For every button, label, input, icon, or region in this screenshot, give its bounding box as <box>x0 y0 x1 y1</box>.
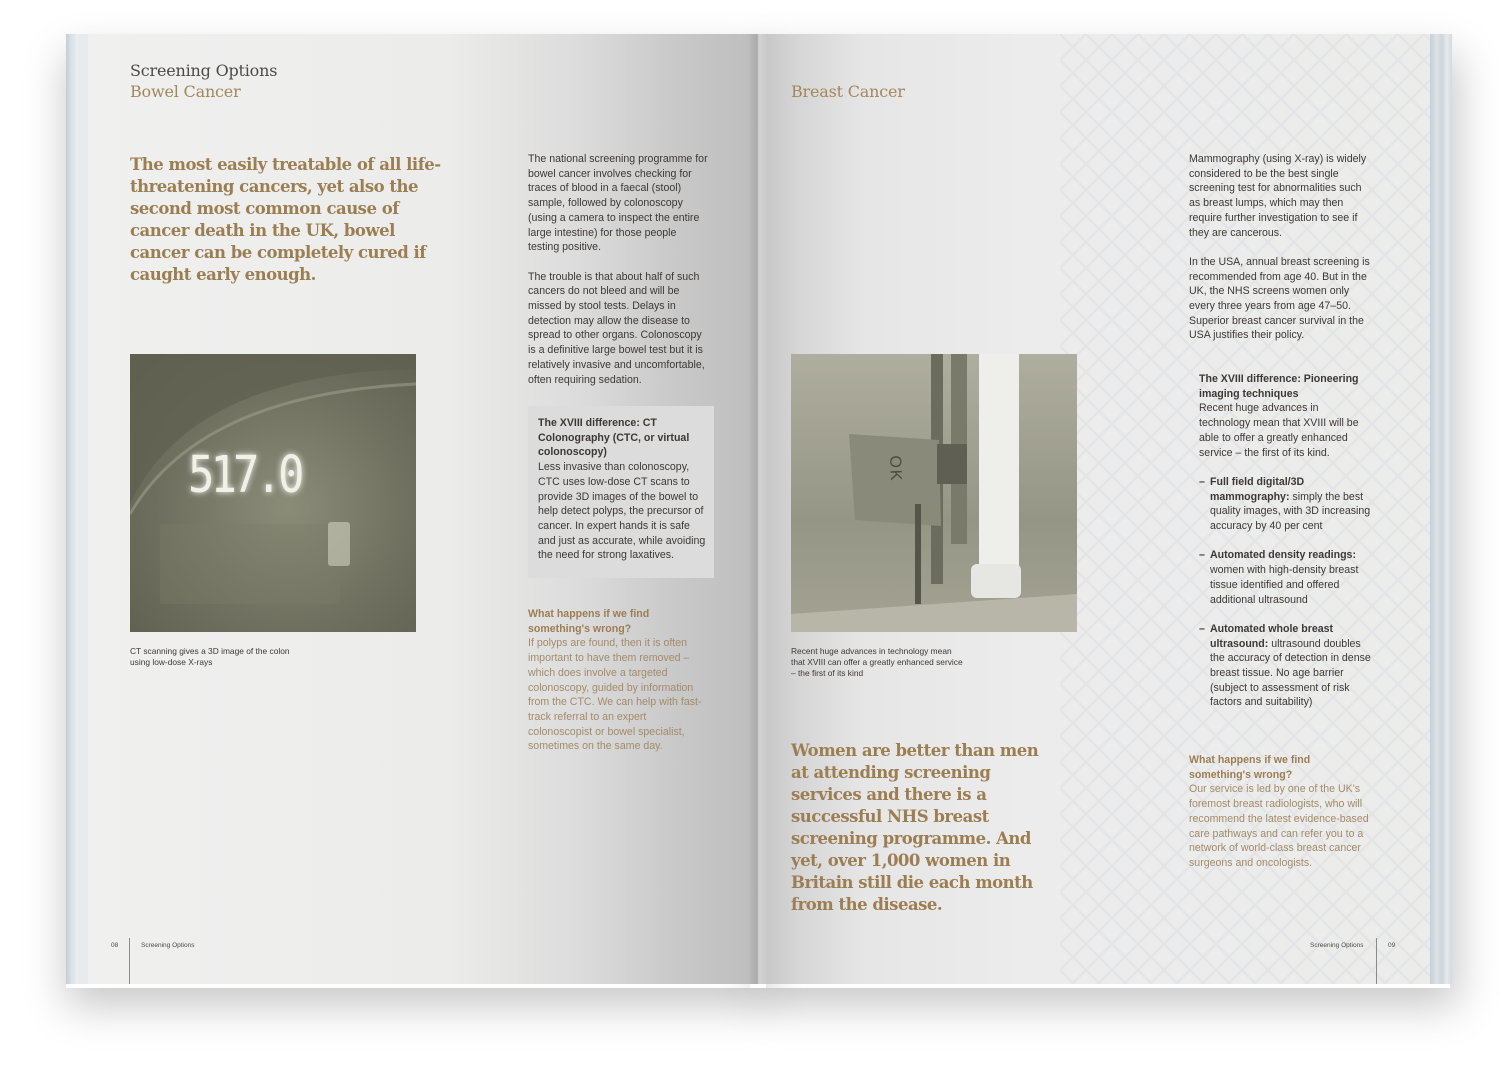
right-body-text <box>1189 152 1375 358</box>
right-difference-section <box>1199 372 1371 710</box>
wrong-heading: What happens if we find something's wrong? <box>1189 754 1311 781</box>
machine-label-ok: OK <box>886 455 905 483</box>
footer-rule <box>129 938 130 984</box>
section-subtitle: Bowel Cancer <box>130 82 241 101</box>
wrong-text: Our service is led by one of the UK's foremost breast radiologists, who will recommend the latest evidence-based care pathways and can refer you to a network of world-class breast cancer surgeons and oncologists. <box>1189 783 1369 869</box>
section-title: Screening Options <box>130 61 278 80</box>
difference-item <box>1199 548 1371 607</box>
ct-scanner-photo <box>130 354 416 632</box>
pull-quote: Women are better than men at attending screening services and there is a successful NHS breast screening programme. And yet, over 1,000 women in Britain still die each month from the disease. <box>791 741 1039 914</box>
body-paragraph: The trouble is that about half of such cancers do not bleed and will be missed by stool tests. Delays in detection may allow the disease to spread to other organs. Colonoscopy is a definitive large bowel test but it is relatively invasive and uncomfortable, often requiring sedation. <box>528 270 705 386</box>
box-heading: The XVIII difference: CT Colonography (CTC, or virtual colonoscopy) <box>538 417 690 459</box>
dash-bullet: – <box>1199 549 1205 562</box>
body-paragraph: Mammography (using X-ray) is widely considered to be the best single screening test for abnormalities such as breast lumps, which may then require further investigation to see if they are cancerous. <box>1189 153 1367 239</box>
wrong-heading: What happens if we find something's wrong? <box>528 608 650 635</box>
left-page-edge-inner <box>78 34 88 984</box>
item-title: Full field digital/3D mammography: <box>1210 475 1305 503</box>
dash-bullet: – <box>1199 475 1205 488</box>
box-text: Less invasive than colonoscopy, CTC uses low-dose CT scans to provide 3D images of the bowel to help detect polyps, the precursor of cancer. In expert hands it is safe and just as accurate, while avoiding the need for strong laxatives. <box>538 461 706 562</box>
difference-item <box>1199 622 1371 710</box>
book-gutter <box>748 34 768 984</box>
right-page-edge <box>1430 34 1452 984</box>
difference-item <box>1199 475 1371 534</box>
item-text: simply the best quality images, with 3D increasing accuracy by 40 per cent <box>1210 490 1371 533</box>
body-paragraph: The national screening programme for bowel cancer involves checking for traces of blood in a faecal (stool) sample, followed by colonoscopy (using a camera to inspect the entire large intestine) for those people testing positive. <box>528 153 708 254</box>
section-subtitle: Breast Cancer <box>791 82 905 101</box>
mammography-illustration <box>791 354 1077 632</box>
page-number: 08 <box>111 942 119 949</box>
wrong-text: If polyps are found, then it is often important to have them removed – which does involve a targeted colonoscopy, guided by information from the CTC. We can help with fast-track referral to an expert colonoscopist or bowel specialist, sometimes on the same day. <box>528 637 702 753</box>
xviii-difference-content <box>538 416 708 563</box>
footer-label: Screening Options <box>141 942 195 949</box>
difference-heading: The XVIII difference: Pioneering imaging techniques <box>1199 373 1359 400</box>
left-body-text <box>528 152 710 402</box>
dash-bullet: – <box>1199 622 1205 635</box>
photo-caption: CT scanning gives a 3D image of the colon using low-dose X-rays <box>130 646 290 667</box>
mammography-machine-photo <box>791 354 1077 632</box>
page-number: 09 <box>1388 942 1396 949</box>
scanner-display-readout: 517.0 <box>188 446 301 505</box>
left-wrong-section <box>528 607 704 754</box>
item-text: women with high-density breast tissue identified and offered additional ultrasound <box>1210 564 1359 606</box>
photo-caption: Recent huge advances in technology mean that XVIII can offer a greatly enhanced service – the first of its kind <box>791 646 963 678</box>
right-wrong-section <box>1189 753 1375 871</box>
left-page-edge <box>66 34 78 984</box>
body-paragraph: In the USA, annual breast screening is recommended from age 40. But in the UK, the NHS screens women only every three years from age 47–50. Superior breast cancer survival in the USA justifies their policy. <box>1189 255 1370 342</box>
footer-rule <box>1376 938 1377 984</box>
item-title: Automated density readings: <box>1210 549 1356 562</box>
footer-label: Screening Options <box>1310 942 1364 949</box>
difference-text: Recent huge advances in technology mean that XVIII will be able to offer a greatly enhanced service – the first of its kind. <box>1199 402 1359 459</box>
item-text: ultrasound doubles the accuracy of detection in dense breast tissue. No age barrier (subject to assessment of risk factors and suitability) <box>1210 637 1371 709</box>
pull-quote: The most easily treatable of all life-threatening cancers, yet also the second most common cause of cancer death in the UK, bowel cancer can be completely cured if caught early enough. <box>130 155 441 284</box>
item-title: Automated whole breast ultrasound: <box>1210 622 1334 650</box>
